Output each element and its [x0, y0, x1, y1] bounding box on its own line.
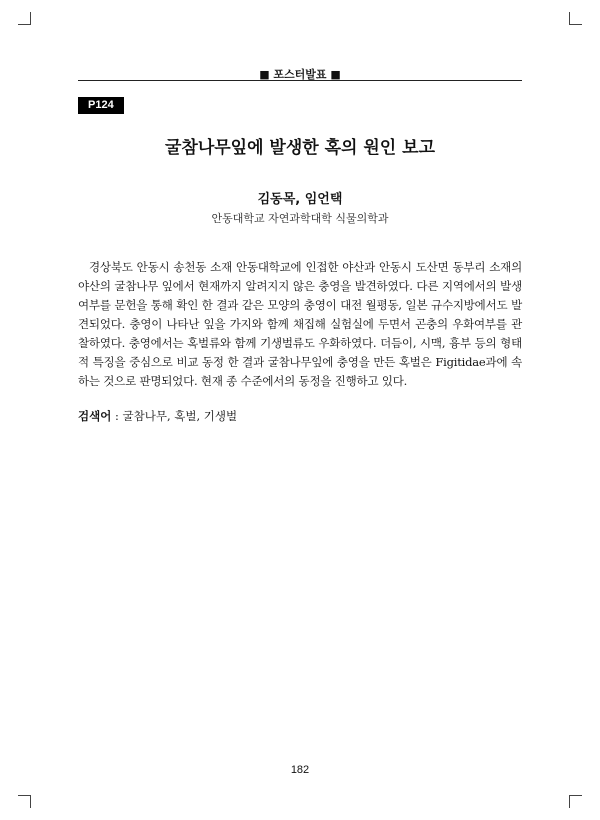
- keywords-line: [78, 408, 522, 424]
- keywords-label: 검색어: [78, 409, 112, 423]
- keywords-list: 굴참나무, 혹벌, 기생벌: [122, 409, 238, 423]
- section-header: ■ 포스터발표 ■: [259, 68, 341, 81]
- authors: 김동목, 임언택: [257, 192, 343, 207]
- crop-mark-bottom-left: [18, 795, 31, 808]
- header-divider: [78, 80, 522, 81]
- abstract-body: 경상북도 안동시 송천동 소재 안동대학교에 인접한 야산과 안동시 도산면 동부리 소재의 야산의 굴참나무 잎에서 현재까지 알려지지 않은 충영을 발견하였다. 다른 지역에서의 발생 여부를 문헌을 통해 확인 한 결과 같은 모양의 충영이 대전 월평동, 일본 규수지방에서도 발견되었다. 충영이 나타난 잎을 가지와 함께 채집해 실험실에 두면서 곤충의 우화여부를 관찰하였다. 충영에서는 혹벌류와 함께 기생벌류도 우화하였다. 더듬이, 시맥, 흉부 등의 형태적 특징을 중심으로 비교 동정 한 결과 굴참나무잎에 충영을 만든 혹벌은 Figitidae과에 속하는 것으로 판명되었다. 현재 종 수준에서의 동정을 진행하고 있다.: [78, 260, 522, 388]
- keywords-separator: :: [111, 409, 123, 423]
- page-number: 182: [290, 764, 310, 776]
- crop-mark-top-right: [569, 12, 582, 25]
- crop-mark-top-left: [18, 12, 31, 25]
- affiliation: 안동대학교 자연과학대학 식물의학과: [211, 212, 389, 225]
- paper-title: 굴참나무잎에 발생한 혹의 원인 보고: [164, 138, 435, 158]
- paper-id-badge: P124: [78, 97, 124, 114]
- crop-mark-bottom-right: [569, 795, 582, 808]
